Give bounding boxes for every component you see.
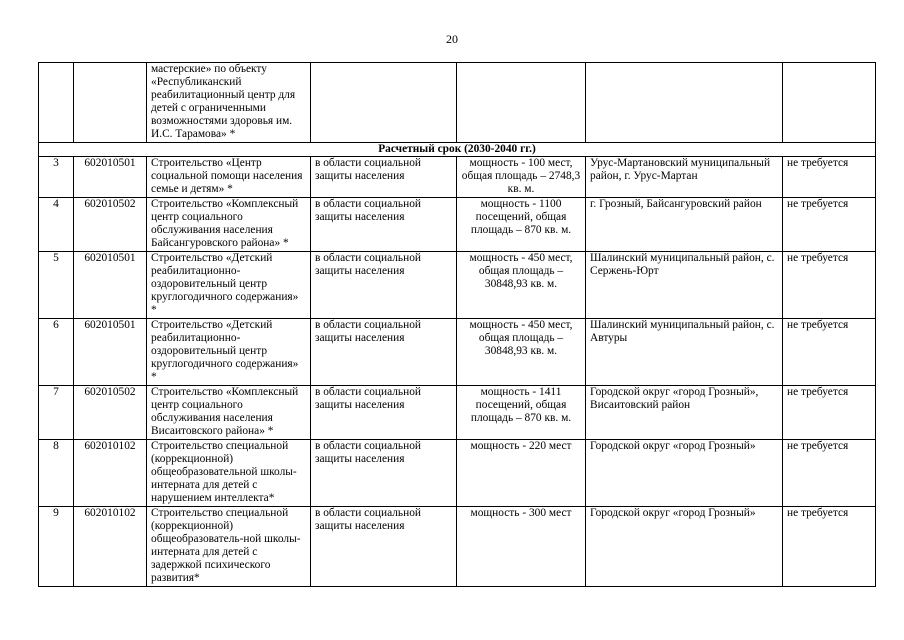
capacity-cell: мощность - 1411 посещений, общая площадь – 870 кв. м. xyxy=(457,386,586,440)
num-cell xyxy=(39,63,74,143)
area-cell: в области социальной защиты населения xyxy=(311,386,457,440)
table-row xyxy=(39,252,876,319)
table-row xyxy=(39,319,876,386)
table-row xyxy=(39,198,876,252)
num-cell: 5 xyxy=(39,252,74,319)
code-cell: 602010501 xyxy=(74,252,147,319)
area-cell: в области социальной защиты населения xyxy=(311,507,457,587)
code-cell: 602010102 xyxy=(74,440,147,507)
area-cell: в области социальной защиты населения xyxy=(311,198,457,252)
objects-table-body xyxy=(39,63,876,587)
num-cell: 4 xyxy=(39,198,74,252)
name-cell: мастерские» по объекту «Республиканский реабилитационный центр для детей с ограниченными возможностями здоровья им. И.С. Тарамова» * xyxy=(147,63,311,143)
capacity-cell: мощность - 220 мест xyxy=(457,440,586,507)
requirement-cell: не требуется xyxy=(783,440,876,507)
num-cell: 7 xyxy=(39,386,74,440)
requirement-cell: не требуется xyxy=(783,157,876,198)
num-cell: 8 xyxy=(39,440,74,507)
requirement-cell: не требуется xyxy=(783,252,876,319)
area-cell: в области социальной защиты населения xyxy=(311,157,457,198)
capacity-cell: мощность - 450 мест, общая площадь – 30848,93 кв. м. xyxy=(457,252,586,319)
code-cell: 602010501 xyxy=(74,157,147,198)
section-title: Расчетный срок (2030-2040 гг.) xyxy=(39,143,876,157)
code-cell: 602010502 xyxy=(74,198,147,252)
capacity-cell: мощность - 100 мест, общая площадь – 2748,3 кв. м. xyxy=(457,157,586,198)
table-row xyxy=(39,440,876,507)
section-header-row xyxy=(39,143,876,157)
table-row xyxy=(39,157,876,198)
capacity-cell: мощность - 300 мест xyxy=(457,507,586,587)
capacity-cell: мощность - 450 мест, общая площадь – 30848,93 кв. м. xyxy=(457,319,586,386)
name-cell: Строительство специальной (коррекционной) общеобразовательной школы-интерната для детей с нарушением интеллекта* xyxy=(147,440,311,507)
code-cell: 602010501 xyxy=(74,319,147,386)
num-cell: 3 xyxy=(39,157,74,198)
objects-table xyxy=(38,62,876,587)
table-row xyxy=(39,507,876,587)
capacity-cell: мощность - 1100 посещений, общая площадь – 870 кв. м. xyxy=(457,198,586,252)
location-cell: Шалинский муниципальный район, с. Сержень-Юрт xyxy=(586,252,783,319)
location-cell: Городской округ «город Грозный» xyxy=(586,440,783,507)
num-cell: 9 xyxy=(39,507,74,587)
area-cell: в области социальной защиты населения xyxy=(311,252,457,319)
name-cell: Строительство специальной (коррекционной) общеобразователь-ной школы-интерната для детей с задержкой психического развития* xyxy=(147,507,311,587)
name-cell: Строительство «Центр социальной помощи населения семье и детям» * xyxy=(147,157,311,198)
code-cell: 602010102 xyxy=(74,507,147,587)
location-cell: Шалинский муниципальный район, с. Автуры xyxy=(586,319,783,386)
page-number: 20 xyxy=(446,32,458,46)
table-row xyxy=(39,386,876,440)
requirement-cell: не требуется xyxy=(783,198,876,252)
requirement-cell: не требуется xyxy=(783,507,876,587)
num-cell: 6 xyxy=(39,319,74,386)
location-cell: Урус-Мартановский муниципальный район, г. Урус-Мартан xyxy=(586,157,783,198)
requirement-cell: не требуется xyxy=(783,386,876,440)
location-cell: г. Грозный, Байсангуровский район xyxy=(586,198,783,252)
area-cell: в области социальной защиты населения xyxy=(311,440,457,507)
code-cell: 602010502 xyxy=(74,386,147,440)
location-cell: Городской округ «город Грозный» xyxy=(586,507,783,587)
area-cell: в области социальной защиты населения xyxy=(311,319,457,386)
area-cell xyxy=(311,63,457,143)
location-cell: Городской округ «город Грозный», Висаитовский район xyxy=(586,386,783,440)
requirement-cell xyxy=(783,63,876,143)
name-cell: Строительство «Детский реабилитационно-оздоровительный центр круглогодичного содержания» * xyxy=(147,319,311,386)
capacity-cell xyxy=(457,63,586,143)
name-cell: Строительство «Комплексный центр социального обслуживания населения Байсангуровского района» * xyxy=(147,198,311,252)
table-row-continuation xyxy=(39,63,876,143)
location-cell xyxy=(586,63,783,143)
name-cell: Строительство «Детский реабилитационно-оздоровительный центр круглогодичного содержания» * xyxy=(147,252,311,319)
name-cell: Строительство «Комплексный центр социального обслуживания населения Висаитовского района» * xyxy=(147,386,311,440)
code-cell xyxy=(74,63,147,143)
requirement-cell: не требуется xyxy=(783,319,876,386)
